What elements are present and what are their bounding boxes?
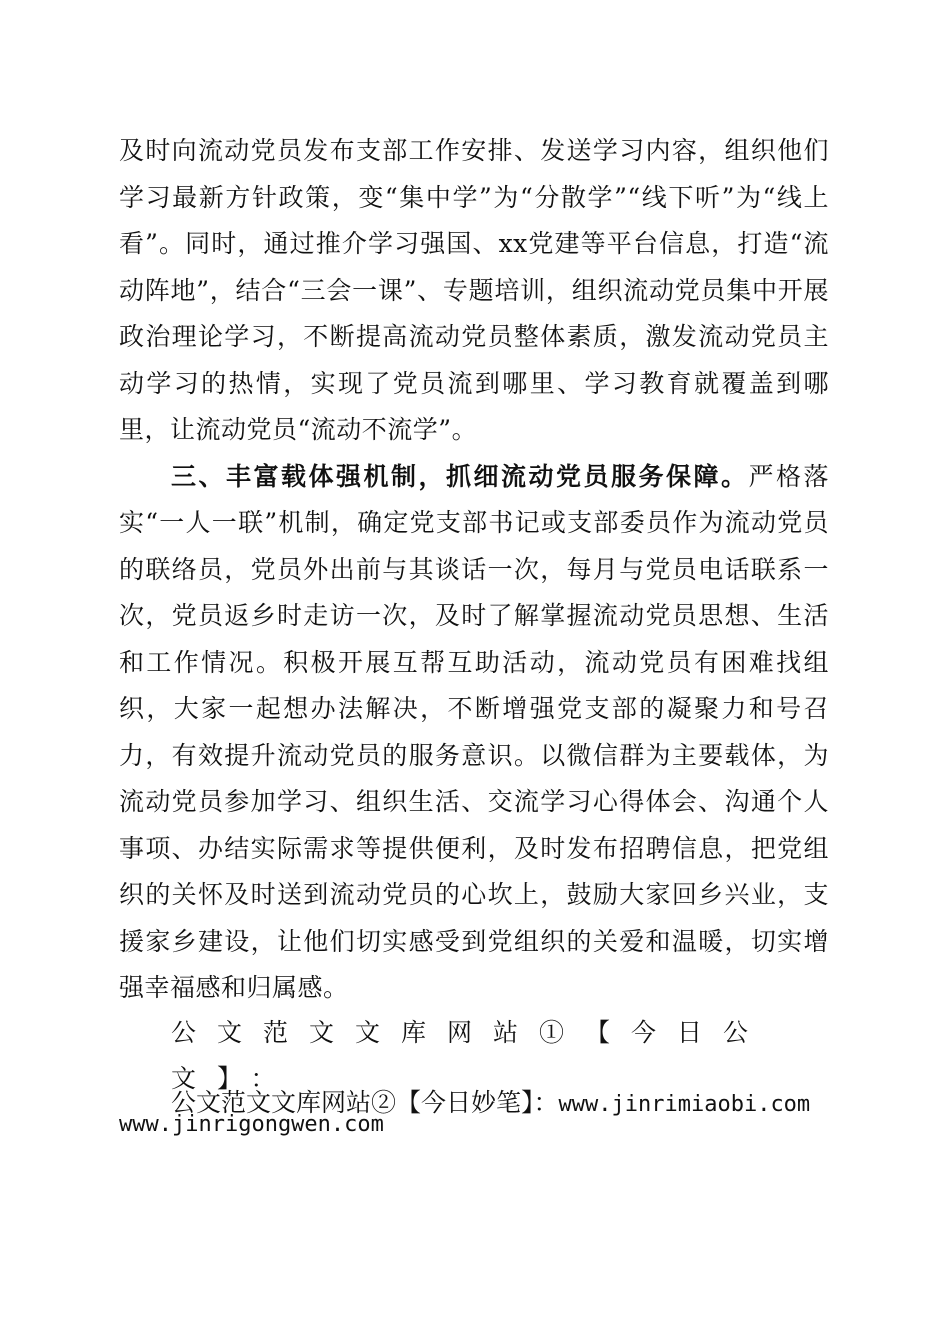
paragraph-continued: 及时向流动党员发布支部工作安排、发送学习内容，组织他们学习最新方针政策，变“集中学”为“分散学”“线下听”为“线上看”。同时，通过推介学习强国、xx党建等平台信息，打造“流动阵地”，结合“三会一课”、专题培训，组织流动党员集中开展政治理论学习，不断提高流动党员整体素质，激发流动党员主动学习的热情，实现了党员流到哪里、学习教育就覆盖到哪里，让流动党员“流动不流学”。	[119, 136, 829, 444]
footer-site-2-url[interactable]: www.jinrimiaobi.com	[558, 1092, 811, 1117]
footer-site-1-url[interactable]: www.jinrigongwen.com	[119, 1112, 384, 1137]
paragraph-section-3	[119, 454, 829, 1012]
document-body	[119, 128, 829, 1012]
section-3-body: 严格落实“一人一联”机制，确定党支部书记或支部委员作为流动党员的联络员，党员外出前与其谈话一次，每月与党员电话联系一次，党员返乡时走访一次，及时了解掌握流动党员思想、生活和工作情况。积极开展互帮互助活动，流动党员有困难找组织，大家一起想办法解决，不断增强党支部的凝聚力和号召力，有效提升流动党员的服务意识。以微信群为主要载体，为流动党员参加学习、组织生活、交流学习心得体会、沟通个人事项、办结实际需求等提供便利，及时发布招聘信息，把党组织的关怀及时送到流动党员的心坎上，鼓励大家回乡兴业，支援家乡建设，让他们切实感受到党组织的关爱和温暖，切实增强幸福感和归属感。	[119, 461, 829, 1002]
footer-site-2-label: 公文范文文库网站②【今日妙笔】：	[171, 1088, 559, 1117]
footer-site-2	[119, 1080, 831, 1128]
section-3-heading: 三、丰富载体强机制，抓细流动党员服务保障。	[171, 461, 749, 491]
footer-site-1-label: 公文范文文库网站①【今日公文】：	[171, 1018, 770, 1093]
